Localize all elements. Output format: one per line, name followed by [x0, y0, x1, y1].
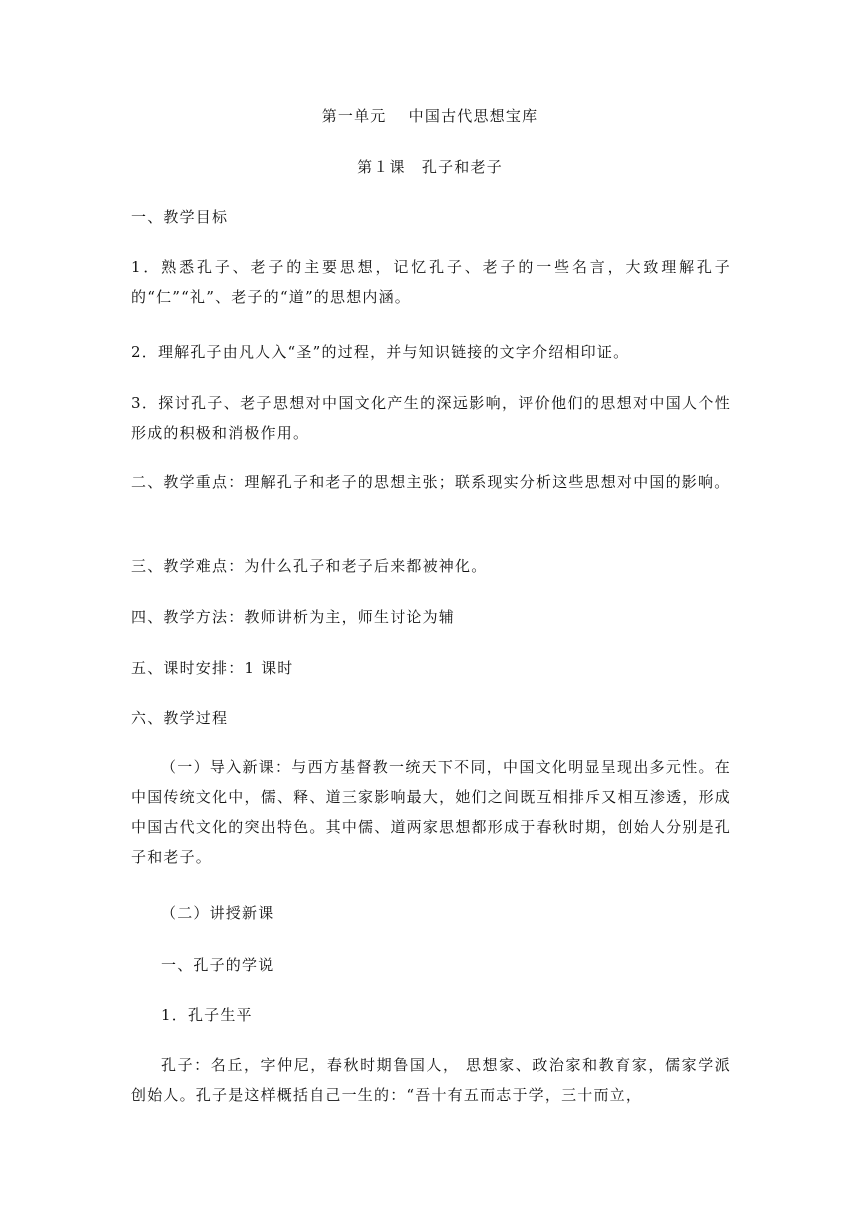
new-lesson-heading: （二）讲授新课 — [161, 904, 275, 922]
class-schedule: 五、课时安排：1 课时 — [131, 659, 294, 677]
confucius-heading: 一、孔子的学说 — [161, 956, 275, 974]
difficult-points: 三、教学难点：为什么孔子和老子后来都被神化。 — [131, 557, 488, 575]
confucius-life-text: 孔子：名丘，字仲尼，春秋时期鲁国人， 思想家、政治家和教育家，儒家学派创始人。孔子是这样概括自己一生的：“吾十有五而志于学，三十而立， — [131, 1056, 731, 1104]
process-heading: 六、教学过程 — [131, 709, 229, 727]
intro-paragraph: （一）导入新课：与西方基督教一统天下不同，中国文化明显呈现出多元性。在中国传统文化中，儒、释、道三家影响最大，她们之间既互相排斥又相互渗透，形成中国古代文化的突出特色。其中儒、道两家思想都形成于春秋时期，创始人分别是孔子和老子。 — [131, 758, 731, 866]
lesson-title: 第１课 孔子和老子 — [357, 158, 503, 176]
confucius-life-heading: 1．孔子生平 — [161, 1006, 253, 1024]
teaching-methods: 四、教学方法：教师讲析为主，师生讨论为辅 — [131, 608, 456, 626]
objective-1: 1．熟悉孔子、老子的主要思想，记忆孔子、老子的一些名言，大致理解孔子的“仁”“礼”、老子的“道”的思想内涵。 — [131, 258, 731, 306]
key-points: 二、教学重点：理解孔子和老子的思想主张；联系现实分析这些思想对中国的影响。 — [131, 473, 731, 491]
objective-3: 3．探讨孔子、老子思想对中国文化产生的深远影响，评价他们的思想对中国人个性形成的积极和消极作用。 — [131, 394, 731, 442]
objectives-heading: 一、教学目标 — [131, 208, 229, 226]
objective-2: 2．理解孔子由凡人入“圣”的过程，并与知识链接的文字介绍相印证。 — [131, 343, 630, 361]
unit-title: 第一单元 中国古代思想宝库 — [321, 107, 539, 125]
